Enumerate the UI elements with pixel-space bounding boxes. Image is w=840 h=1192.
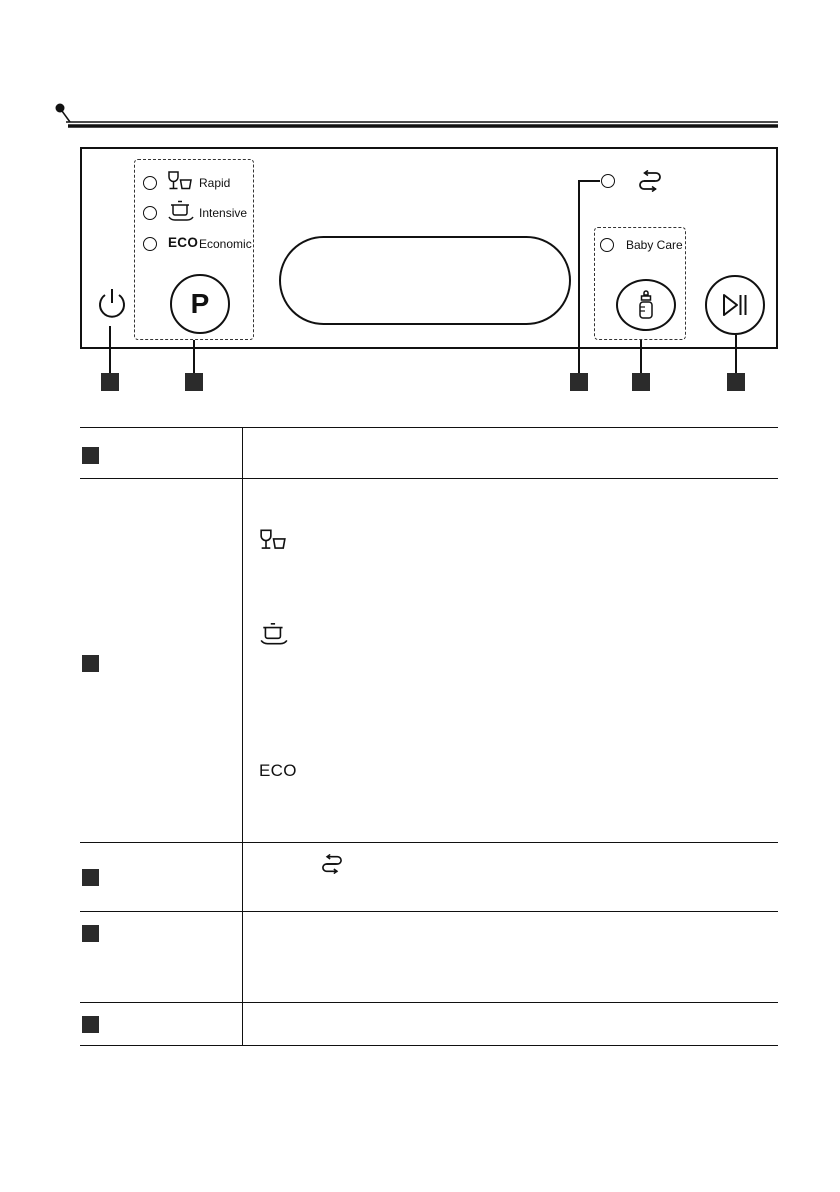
leader-line-2: [193, 340, 195, 374]
leader-line-5: [735, 335, 737, 374]
rapid-label: Rapid: [199, 176, 231, 190]
marker-1: [101, 373, 119, 391]
table-marker-2: [82, 655, 99, 672]
marker-5: [727, 373, 745, 391]
power-icon[interactable]: [96, 287, 128, 321]
half-load-indicator-light: [601, 174, 615, 188]
program-button[interactable]: [170, 274, 230, 334]
table-row: [80, 912, 778, 1003]
table-marker-3: [82, 869, 99, 886]
glass-cup-icon: [259, 529, 287, 551]
marker-3: [570, 373, 588, 391]
leader-line-1: [109, 326, 111, 374]
table-marker-5: [82, 1016, 99, 1033]
half-load-icon: [637, 170, 663, 192]
table-row: [80, 1003, 778, 1046]
program-button-label: P: [190, 288, 210, 319]
table-marker-1: [82, 447, 99, 464]
baby-care-label: Baby Care: [626, 238, 683, 252]
economic-indicator-light: [143, 237, 157, 251]
table-row: [80, 428, 778, 479]
table-row: [80, 479, 778, 843]
leader-line-4: [640, 340, 642, 374]
marker-2: [185, 373, 203, 391]
leader-line-3: [578, 181, 580, 374]
header-rule: [0, 0, 840, 140]
eco-mark: ECO: [168, 235, 199, 250]
economic-label: Economic: [199, 237, 252, 251]
baby-care-button[interactable]: [616, 279, 676, 331]
leader-line-3-horizontal: [578, 180, 600, 182]
pot-icon: [259, 622, 289, 646]
description-table: [80, 427, 778, 1046]
intensive-label: Intensive: [199, 206, 248, 220]
baby-bottle-icon: [635, 290, 657, 320]
eco-mark: ECO: [259, 761, 297, 780]
intensive-indicator-light: [143, 206, 157, 220]
pot-icon: [167, 200, 195, 222]
start-pause-button[interactable]: [705, 275, 765, 335]
half-load-icon: [320, 854, 344, 874]
table-row: [80, 843, 778, 912]
marker-4: [632, 373, 650, 391]
display-window: [279, 236, 571, 325]
start-pause-icon: [721, 292, 749, 318]
table-marker-4: [82, 925, 99, 942]
rapid-indicator-light: [143, 176, 157, 190]
glass-cup-icon: [167, 171, 193, 191]
baby-care-indicator-light: [600, 238, 614, 252]
